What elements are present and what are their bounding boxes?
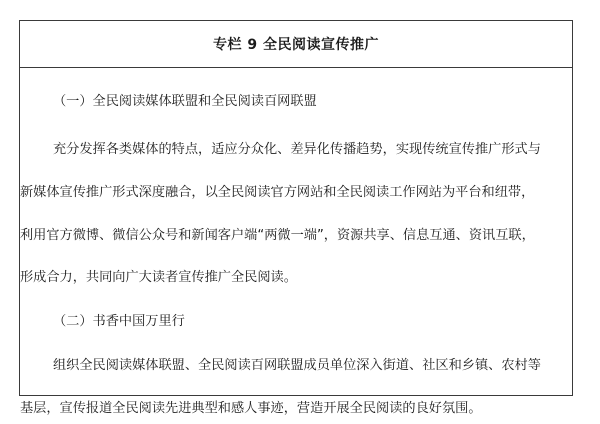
section-2-line-1: 组织全民阅读媒体联盟、全民阅读百网联盟成员单位深入街道、社区和乡镇、农村等 (53, 358, 541, 373)
section-1-line-4: 形成合力，共同向广大读者宣传推广全民阅读。 (20, 270, 297, 285)
section-1-line-3: 利用官方微博、微信公众号和新闻客户端“两微一端”，资源共享、信息互通、资讯互联， (20, 228, 535, 243)
section-1-heading: （一）全民阅读媒体联盟和全民阅读百网联盟 (53, 94, 317, 109)
feature-box (19, 20, 573, 416)
section-2-heading: （二）书香中国万里行 (53, 314, 185, 329)
section-2-line-2: 基层，宣传报道全民阅读先进典型和感人事迹，营造开展全民阅读的良好氛围。 (20, 401, 482, 416)
section-1-line-2: 新媒体宣传推广形式深度融合，以全民阅读官方网站和全民阅读工作网站为平台和纽带， (20, 185, 535, 200)
section-1-line-1: 充分发挥各类媒体的特点，适应分众化、差异化传播趋势，实现传统宣传推广形式与 (53, 142, 541, 157)
box-title: 专栏 9 全民阅读宣传推广 (20, 21, 572, 68)
